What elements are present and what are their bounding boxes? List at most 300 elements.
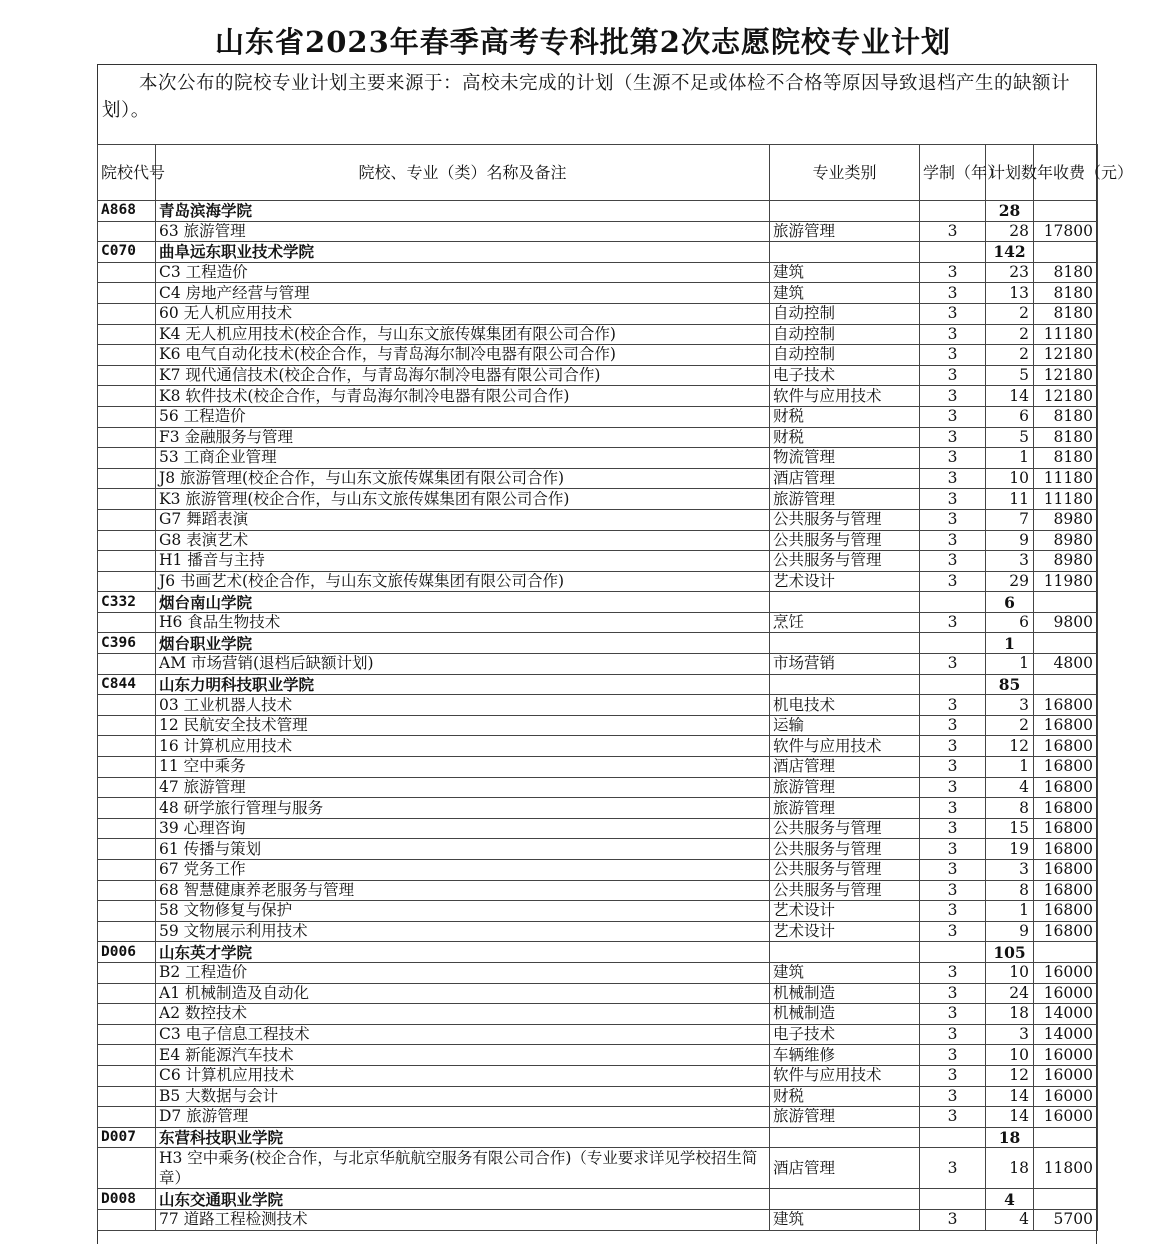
empty-cell [98,427,156,448]
major-fee: 16000 [1034,1045,1098,1066]
header-name: 院校、专业（类）名称及备注 [156,145,770,201]
major-years: 3 [920,612,986,633]
major-years: 3 [920,1065,986,1086]
empty-cell [1034,592,1098,613]
major-row [98,509,1098,530]
empty-cell [1034,201,1098,222]
major-years: 3 [920,406,986,427]
empty-cell [98,654,156,675]
major-name: C4 房地产经营与管理 [156,283,770,304]
major-name: 11 空中乘务 [156,757,770,778]
major-row [98,324,1098,345]
major-category: 软件与应用技术 [770,1065,920,1086]
major-years: 3 [920,448,986,469]
empty-cell [98,365,156,386]
empty-cell [98,818,156,839]
major-category: 电子技术 [770,365,920,386]
major-years: 3 [920,386,986,407]
major-fee: 17800 [1034,221,1098,242]
major-fee: 16000 [1034,1065,1098,1086]
major-row [98,1086,1098,1107]
major-fee: 12180 [1034,365,1098,386]
major-name: B2 工程造价 [156,962,770,983]
major-years: 3 [920,860,986,881]
major-row [98,386,1098,407]
major-plan: 2 [986,303,1034,324]
major-years: 3 [920,365,986,386]
empty-cell [1034,633,1098,654]
major-years: 3 [920,839,986,860]
empty-cell [1034,1189,1098,1210]
major-name: C6 计算机应用技术 [156,1065,770,1086]
major-row [98,839,1098,860]
major-plan: 1 [986,654,1034,675]
major-fee: 16800 [1034,757,1098,778]
major-category: 公共服务与管理 [770,551,920,572]
major-category: 机械制造 [770,983,920,1004]
major-name: E4 新能源汽车技术 [156,1045,770,1066]
major-name: H3 空中乘务(校企合作，与北京华航航空服务有限公司合作)（专业要求详见学校招生简章） [156,1148,770,1189]
major-row [98,365,1098,386]
empty-cell [98,1024,156,1045]
school-plan-total: 142 [986,242,1034,263]
major-years: 3 [920,818,986,839]
major-plan: 6 [986,406,1034,427]
major-years: 3 [920,1004,986,1025]
major-plan: 5 [986,427,1034,448]
major-name: 59 文物展示利用技术 [156,921,770,942]
major-category: 物流管理 [770,448,920,469]
school-name: 山东力明科技职业学院 [156,674,770,695]
major-years: 3 [920,962,986,983]
major-fee: 11180 [1034,489,1098,510]
major-row [98,303,1098,324]
school-plan-total: 28 [986,201,1034,222]
major-name: K4 无人机应用技术(校企合作，与山东文旅传媒集团有限公司合作) [156,324,770,345]
major-row [98,983,1098,1004]
empty-cell [98,798,156,819]
empty-cell [98,303,156,324]
major-name: 48 研学旅行管理与服务 [156,798,770,819]
major-category: 公共服务与管理 [770,818,920,839]
major-fee: 8180 [1034,406,1098,427]
major-years: 3 [920,1024,986,1045]
major-name: 58 文物修复与保护 [156,901,770,922]
major-name: 68 智慧健康养老服务与管理 [156,880,770,901]
major-plan: 8 [986,880,1034,901]
empty-cell [98,530,156,551]
major-name: AM 市场营销(退档后缺额计划) [156,654,770,675]
major-category: 旅游管理 [770,489,920,510]
empty-cell [98,386,156,407]
major-years: 3 [920,283,986,304]
major-fee: 16800 [1034,777,1098,798]
empty-cell [1034,1127,1098,1148]
major-plan: 2 [986,715,1034,736]
empty-cell [770,1127,920,1148]
empty-cell [920,1127,986,1148]
empty-cell [920,242,986,263]
major-plan: 9 [986,530,1034,551]
empty-cell [98,283,156,304]
major-name: 56 工程造价 [156,406,770,427]
major-row [98,406,1098,427]
major-category: 酒店管理 [770,757,920,778]
major-name: 60 无人机应用技术 [156,303,770,324]
plan-table [97,144,1134,1231]
empty-cell [770,674,920,695]
major-category: 财税 [770,406,920,427]
major-category: 艺术设计 [770,571,920,592]
major-fee: 16800 [1034,860,1098,881]
empty-cell [98,736,156,757]
major-row [98,1024,1098,1045]
major-category: 建筑 [770,962,920,983]
major-years: 3 [920,1045,986,1066]
major-category: 车辆维修 [770,1045,920,1066]
major-years: 3 [920,324,986,345]
school-row [98,674,1098,695]
major-name: F3 金融服务与管理 [156,427,770,448]
major-plan: 15 [986,818,1034,839]
major-fee: 12180 [1034,345,1098,366]
empty-cell [98,489,156,510]
major-years: 3 [920,695,986,716]
major-years: 3 [920,221,986,242]
empty-cell [770,242,920,263]
empty-cell [98,1045,156,1066]
major-category: 建筑 [770,283,920,304]
major-fee: 8180 [1034,427,1098,448]
empty-cell [98,1148,156,1189]
header-plan: 计划数 [986,145,1034,201]
major-name: C3 电子信息工程技术 [156,1024,770,1045]
major-fee: 16000 [1034,962,1098,983]
major-category: 市场营销 [770,654,920,675]
major-row [98,654,1098,675]
major-row [98,1065,1098,1086]
empty-cell [98,983,156,1004]
major-row [98,818,1098,839]
school-name: 烟台职业学院 [156,633,770,654]
school-name: 山东交通职业学院 [156,1189,770,1210]
major-row [98,1004,1098,1025]
major-plan: 1 [986,901,1034,922]
empty-cell [98,571,156,592]
major-row [98,962,1098,983]
major-plan: 4 [986,777,1034,798]
empty-cell [98,777,156,798]
major-row [98,736,1098,757]
major-name: C3 工程造价 [156,262,770,283]
major-row [98,345,1098,366]
major-plan: 10 [986,468,1034,489]
major-years: 3 [920,983,986,1004]
major-row [98,921,1098,942]
major-category: 自动控制 [770,345,920,366]
major-plan: 24 [986,983,1034,1004]
empty-cell [98,612,156,633]
major-plan: 14 [986,386,1034,407]
major-row [98,1045,1098,1066]
major-row [98,798,1098,819]
major-row [98,551,1098,572]
major-fee: 12180 [1034,386,1098,407]
empty-cell [98,962,156,983]
major-fee: 14000 [1034,1024,1098,1045]
school-name: 青岛滨海学院 [156,201,770,222]
major-fee: 5700 [1034,1209,1098,1230]
major-years: 3 [920,798,986,819]
major-row [98,1209,1098,1230]
empty-cell [1034,674,1098,695]
major-fee: 16800 [1034,901,1098,922]
school-code: C844 [98,674,156,695]
major-years: 3 [920,345,986,366]
major-years: 3 [920,1086,986,1107]
major-category: 旅游管理 [770,777,920,798]
school-row [98,1189,1098,1210]
empty-cell [98,406,156,427]
empty-cell [920,1189,986,1210]
empty-cell [770,942,920,963]
major-category: 公共服务与管理 [770,880,920,901]
school-name: 山东英才学院 [156,942,770,963]
major-fee: 8180 [1034,303,1098,324]
school-name: 东营科技职业学院 [156,1127,770,1148]
major-category: 自动控制 [770,303,920,324]
major-plan: 29 [986,571,1034,592]
document-title: 山东省2023年春季高考专科批第2次志愿院校专业计划 [215,25,951,59]
empty-cell [98,757,156,778]
major-fee: 14000 [1034,1004,1098,1025]
major-fee: 11180 [1034,324,1098,345]
major-row [98,571,1098,592]
major-plan: 2 [986,324,1034,345]
major-fee: 11180 [1034,468,1098,489]
empty-cell [98,468,156,489]
major-plan: 3 [986,1024,1034,1045]
empty-cell [98,1209,156,1230]
major-row [98,530,1098,551]
major-years: 3 [920,551,986,572]
major-plan: 7 [986,509,1034,530]
major-fee: 8980 [1034,551,1098,572]
empty-cell [920,942,986,963]
major-years: 3 [920,654,986,675]
major-years: 3 [920,303,986,324]
major-row [98,1107,1098,1128]
empty-cell [98,551,156,572]
school-row [98,633,1098,654]
major-fee: 16800 [1034,880,1098,901]
major-plan: 19 [986,839,1034,860]
major-plan: 2 [986,345,1034,366]
empty-cell [98,860,156,881]
major-name: A1 机械制造及自动化 [156,983,770,1004]
major-row [98,468,1098,489]
school-code: D008 [98,1189,156,1210]
major-category: 公共服务与管理 [770,509,920,530]
major-category: 公共服务与管理 [770,860,920,881]
major-plan: 10 [986,962,1034,983]
major-plan: 4 [986,1209,1034,1230]
school-plan-total: 6 [986,592,1034,613]
major-name: 12 民航安全技术管理 [156,715,770,736]
major-plan: 3 [986,860,1034,881]
major-category: 建筑 [770,262,920,283]
school-plan-total: 105 [986,942,1034,963]
major-years: 3 [920,901,986,922]
major-name: 03 工业机器人技术 [156,695,770,716]
empty-cell [770,1189,920,1210]
major-category: 软件与应用技术 [770,736,920,757]
major-fee: 8980 [1034,509,1098,530]
empty-cell [98,880,156,901]
school-row [98,942,1098,963]
empty-cell [98,839,156,860]
major-years: 3 [920,1209,986,1230]
major-plan: 12 [986,1065,1034,1086]
header-code: 院校代号 [98,145,156,201]
empty-cell [770,201,920,222]
major-plan: 1 [986,757,1034,778]
major-years: 3 [920,571,986,592]
major-years: 3 [920,715,986,736]
major-name: D7 旅游管理 [156,1107,770,1128]
intro-paragraph: 本次公布的院校专业计划主要来源于：高校未完成的计划（生源不足或体检不合格等原因导致退档产生的缺额计划）。 [102,73,1071,121]
school-row [98,201,1098,222]
major-plan: 1 [986,448,1034,469]
table-header-row [98,145,1098,201]
major-name: A2 数控技术 [156,1004,770,1025]
major-category: 机电技术 [770,695,920,716]
major-fee: 16800 [1034,839,1098,860]
major-category: 公共服务与管理 [770,530,920,551]
empty-cell [770,592,920,613]
empty-cell [98,1004,156,1025]
major-name: G8 表演艺术 [156,530,770,551]
major-plan: 14 [986,1107,1034,1128]
school-row [98,242,1098,263]
major-category: 旅游管理 [770,1107,920,1128]
major-plan: 23 [986,262,1034,283]
major-fee: 16800 [1034,715,1098,736]
empty-cell [1034,942,1098,963]
major-years: 3 [920,1148,986,1189]
major-category: 财税 [770,1086,920,1107]
major-name: 61 传播与策划 [156,839,770,860]
major-name: 67 党务工作 [156,860,770,881]
header-years: 学制（年） [920,145,986,201]
major-plan: 14 [986,1086,1034,1107]
major-name: J6 书画艺术(校企合作，与山东文旅传媒集团有限公司合作) [156,571,770,592]
school-code: A868 [98,201,156,222]
major-fee: 8180 [1034,448,1098,469]
major-category: 酒店管理 [770,468,920,489]
major-years: 3 [920,262,986,283]
major-row [98,860,1098,881]
header-fee: 年收费（元） [1034,145,1098,201]
empty-cell [98,901,156,922]
school-name: 烟台南山学院 [156,592,770,613]
empty-cell [770,633,920,654]
empty-cell [1034,242,1098,263]
school-row [98,592,1098,613]
major-category: 公共服务与管理 [770,839,920,860]
major-plan: 18 [986,1148,1034,1189]
major-name: K6 电气自动化技术(校企合作，与青岛海尔制冷电器有限公司合作) [156,345,770,366]
major-fee: 16800 [1034,695,1098,716]
major-row [98,1148,1098,1189]
major-years: 3 [920,468,986,489]
major-fee: 16800 [1034,736,1098,757]
major-name: 16 计算机应用技术 [156,736,770,757]
major-plan: 13 [986,283,1034,304]
school-row [98,1127,1098,1148]
school-code: C332 [98,592,156,613]
major-plan: 3 [986,551,1034,572]
major-category: 建筑 [770,1209,920,1230]
school-name: 曲阜远东职业技术学院 [156,242,770,263]
major-fee: 16000 [1034,1107,1098,1128]
empty-cell [98,715,156,736]
major-fee: 11800 [1034,1148,1098,1189]
major-plan: 12 [986,736,1034,757]
empty-cell [920,633,986,654]
school-code: C070 [98,242,156,263]
empty-cell [98,345,156,366]
major-fee: 16000 [1034,983,1098,1004]
major-years: 3 [920,880,986,901]
major-row [98,427,1098,448]
major-category: 酒店管理 [770,1148,920,1189]
major-plan: 5 [986,365,1034,386]
major-row [98,757,1098,778]
major-years: 3 [920,427,986,448]
empty-cell [98,324,156,345]
major-name: 47 旅游管理 [156,777,770,798]
major-fee: 4800 [1034,654,1098,675]
major-row [98,777,1098,798]
major-row [98,489,1098,510]
major-plan: 28 [986,221,1034,242]
empty-cell [920,674,986,695]
major-fee: 16800 [1034,818,1098,839]
major-row [98,283,1098,304]
major-category: 电子技术 [770,1024,920,1045]
school-plan-total: 1 [986,633,1034,654]
major-category: 运输 [770,715,920,736]
major-category: 自动控制 [770,324,920,345]
empty-cell [98,509,156,530]
major-name: J8 旅游管理(校企合作，与山东文旅传媒集团有限公司合作) [156,468,770,489]
major-years: 3 [920,1107,986,1128]
major-fee: 16800 [1034,921,1098,942]
major-years: 3 [920,736,986,757]
major-fee: 9800 [1034,612,1098,633]
major-category: 艺术设计 [770,921,920,942]
major-name: 77 道路工程检测技术 [156,1209,770,1230]
major-fee: 11980 [1034,571,1098,592]
school-code: D006 [98,942,156,963]
major-row [98,695,1098,716]
major-row [98,612,1098,633]
major-plan: 18 [986,1004,1034,1025]
major-name: H1 播音与主持 [156,551,770,572]
empty-cell [98,1086,156,1107]
empty-cell [98,1107,156,1128]
